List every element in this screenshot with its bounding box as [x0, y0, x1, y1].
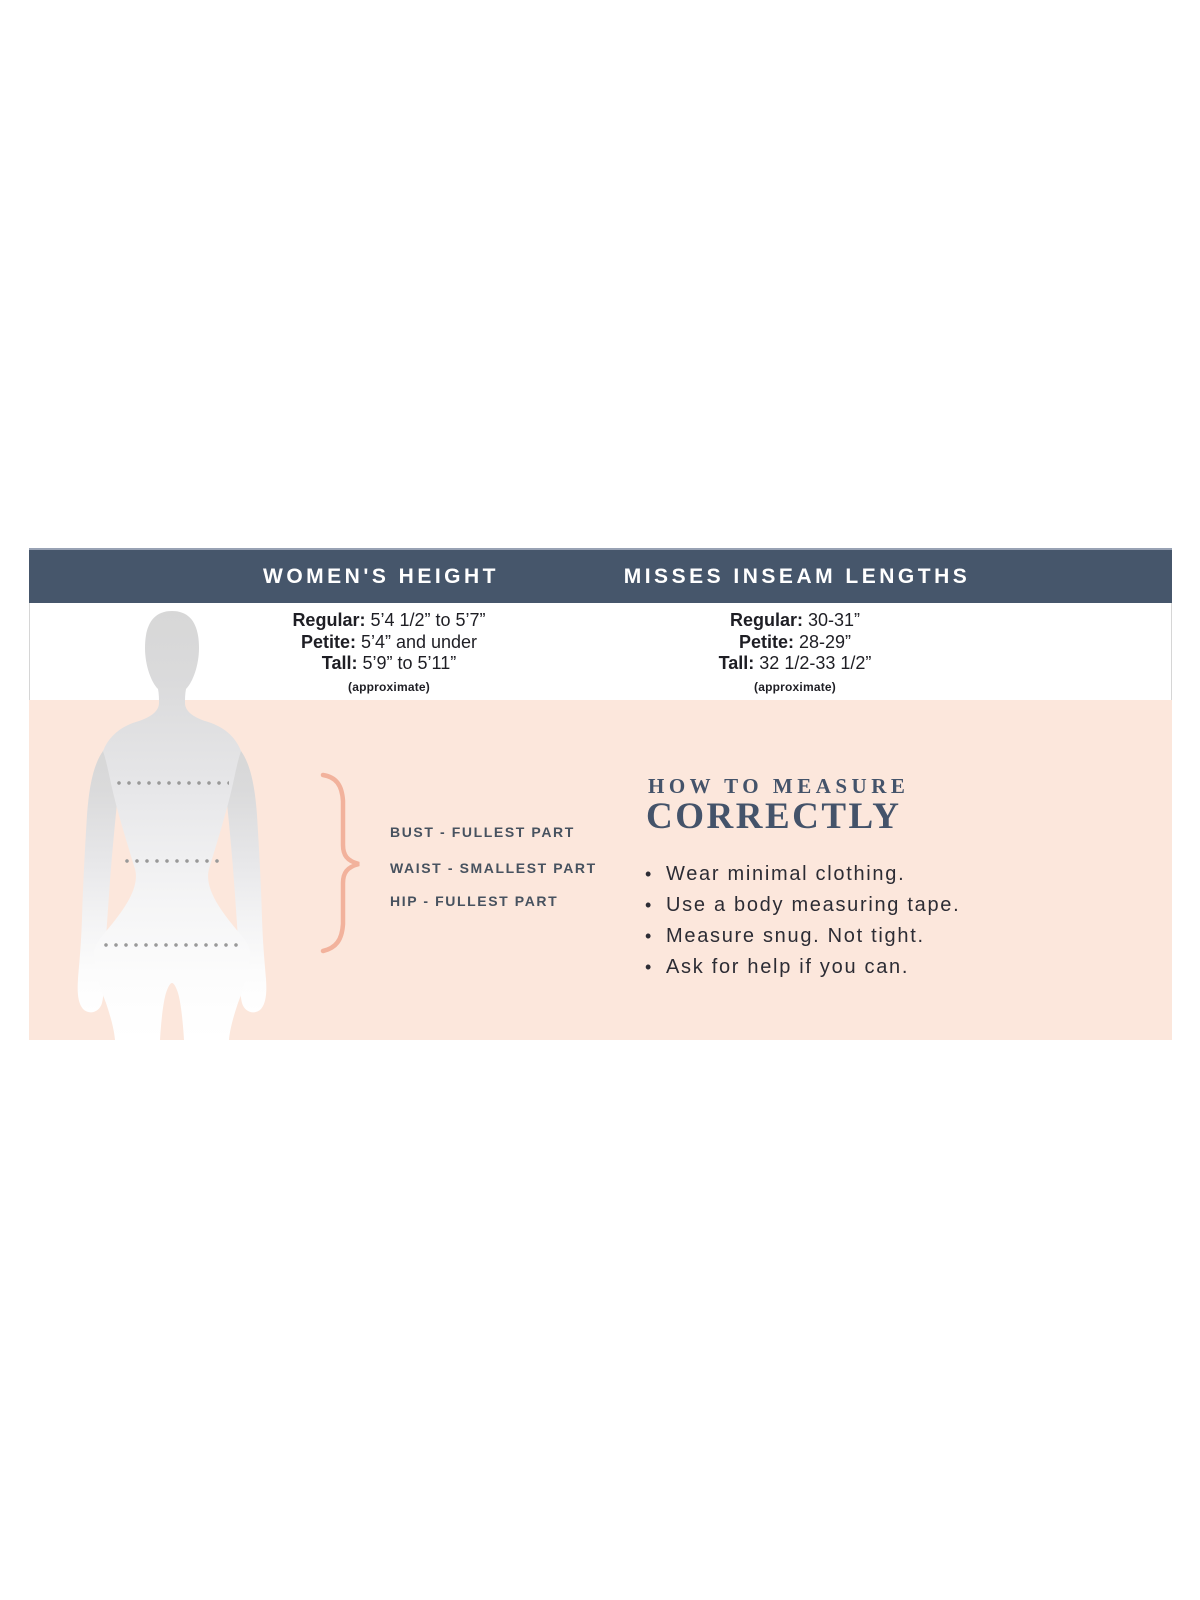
inseam-approximate-note: (approximate) — [754, 679, 836, 694]
bust-label: BUST - FULLEST PART — [390, 824, 575, 840]
header-bar — [29, 548, 1172, 603]
inseam-tall-line — [635, 653, 955, 675]
height-tall-label: Tall: — [321, 653, 358, 673]
correctly-title: CORRECTLY — [646, 796, 902, 837]
tip-use-measuring-tape — [645, 890, 960, 921]
tip-text: Ask for help if you can. — [666, 956, 910, 978]
measuring-tips-list — [645, 859, 960, 983]
inseam-petite-line — [635, 632, 955, 654]
height-petite-label: Petite: — [300, 631, 356, 652]
hip-dotted-line — [104, 943, 244, 947]
inseam-regular-value: 30-31” — [808, 610, 861, 630]
waist-dotted-line — [125, 859, 225, 863]
height-regular-value: 5’4 1/2” to 5’7” — [370, 610, 486, 630]
tip-text: Measure snug. Not tight. — [666, 925, 925, 947]
womens-height-header: WOMEN'S HEIGHT — [263, 564, 499, 588]
inseam-regular-line — [635, 610, 955, 632]
inseam-tall-value: 32 1/2-33 1/2” — [759, 653, 872, 673]
curly-brace — [318, 771, 376, 955]
inseam-petite-label: Petite: — [738, 631, 794, 652]
tip-text: Use a body measuring tape. — [666, 894, 961, 916]
inseam-tall-label: Tall: — [718, 653, 755, 673]
hip-label: HIP - FULLEST PART — [390, 893, 559, 909]
height-regular-label: Regular: — [292, 610, 366, 630]
height-tall-value: 5’9” to 5’11” — [362, 653, 457, 673]
how-to-measure-title: HOW TO MEASURE — [648, 774, 910, 798]
bust-dotted-line — [117, 781, 229, 785]
tip-measure-snug — [645, 921, 960, 952]
tip-wear-minimal-clothing — [645, 859, 960, 890]
bullet-icon: • — [645, 864, 654, 884]
bullet-icon: • — [645, 895, 654, 915]
bullet-icon: • — [645, 926, 654, 946]
height-approximate-note: (approximate) — [348, 679, 430, 694]
misses-inseam-column — [635, 610, 955, 698]
inseam-petite-value: 28-29” — [799, 631, 852, 652]
bullet-icon: • — [645, 957, 654, 977]
tip-ask-for-help — [645, 952, 960, 983]
woman-silhouette — [57, 603, 287, 1040]
height-petite-value: 5’4” and under — [360, 631, 478, 652]
waist-label: WAIST - SMALLEST PART — [390, 860, 597, 876]
inseam-regular-label: Regular: — [729, 610, 803, 630]
misses-inseam-header: MISSES INSEAM LENGTHS — [623, 564, 971, 588]
tip-text: Wear minimal clothing. — [666, 863, 906, 885]
